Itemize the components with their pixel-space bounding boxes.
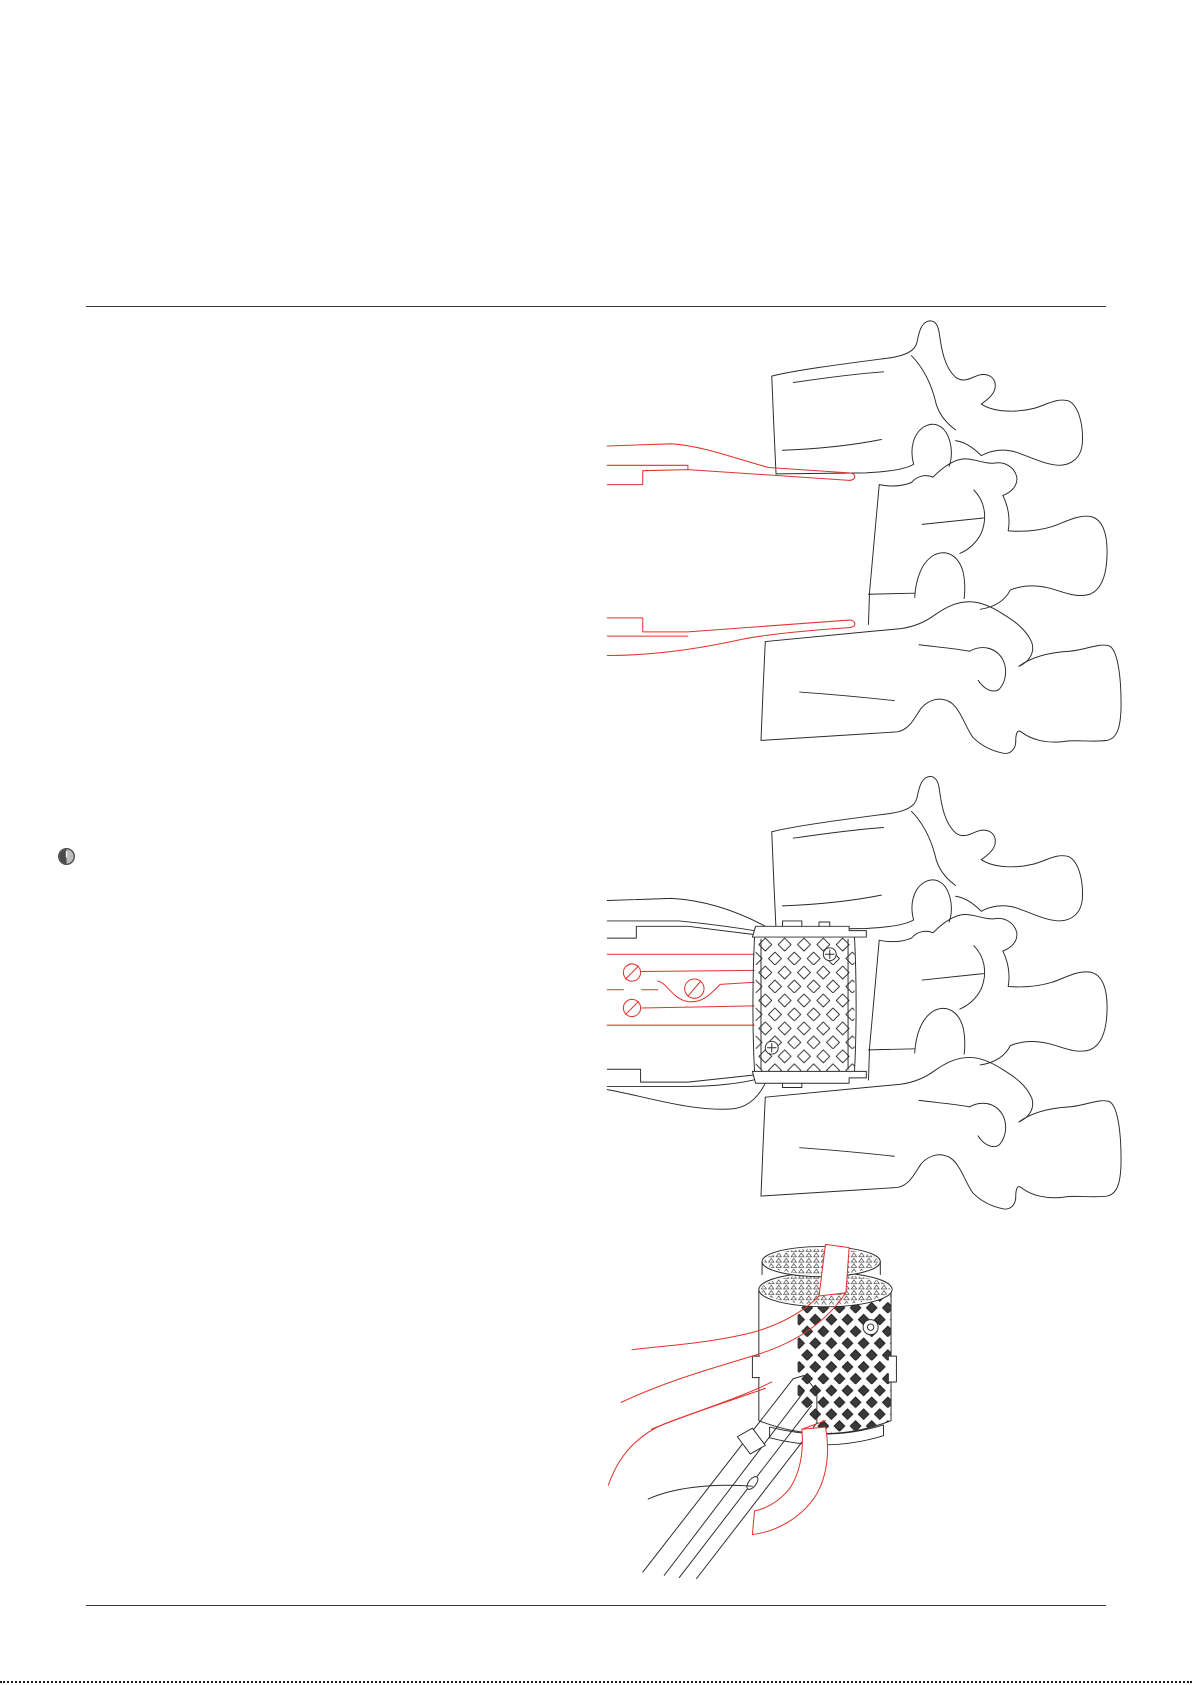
shaft-line-1 xyxy=(643,1379,793,1572)
cage-bottom-endcap xyxy=(752,1071,866,1083)
red-notch-curve xyxy=(658,981,755,1002)
cage-closeup xyxy=(752,1247,896,1445)
lower-jaw-outer xyxy=(607,1083,765,1109)
upper-jaw-outer xyxy=(607,898,765,926)
red-rail-upper-inner xyxy=(642,970,755,971)
cage-set-screw-lower xyxy=(765,1041,778,1054)
inserter-instrument xyxy=(607,898,765,1109)
locking-screw-center-slot xyxy=(688,981,701,996)
cage-body-background xyxy=(755,937,855,1071)
shaft-head xyxy=(793,1376,817,1423)
inserter-shaft xyxy=(643,1376,817,1579)
inserter-tip-red xyxy=(752,1421,827,1535)
closeup-cage-body xyxy=(759,1290,891,1434)
cage-bottom-tab xyxy=(782,1083,801,1087)
locking-screw-upper-slot xyxy=(626,966,639,979)
locking-screw-lower-slot xyxy=(626,1002,639,1015)
red-u-clip xyxy=(752,1427,827,1534)
cage-set-screw-upper xyxy=(823,948,836,961)
shaft-line-2 xyxy=(664,1392,804,1576)
closeup-lower-endcap-teeth xyxy=(761,1274,890,1304)
closeup-lower-endcap xyxy=(759,1272,892,1306)
closeup-set-screw-socket xyxy=(867,1324,873,1330)
closeup-cage-left-knob xyxy=(752,1356,760,1377)
half-circle-icon xyxy=(57,847,76,866)
lower-blade-inner xyxy=(607,618,849,632)
closeup-cage-right-knob xyxy=(889,1356,897,1382)
cage-top-endcap xyxy=(752,926,866,937)
spine-figure-2 xyxy=(761,777,1121,1210)
inserter-locking-mechanism xyxy=(607,954,754,1025)
header-rule xyxy=(86,306,1106,307)
closeup-endcap-rim xyxy=(762,1262,880,1275)
upper-blade-outer xyxy=(607,444,849,473)
upper-blade-shaft xyxy=(607,465,688,469)
closeup-set-screw xyxy=(863,1320,878,1335)
cage-set-screw-lower-socket xyxy=(767,1043,776,1052)
locking-screw-upper xyxy=(623,964,640,981)
figure-cage-insertion xyxy=(607,777,1121,1210)
upper-blade-inner xyxy=(607,470,849,485)
locking-screw-lower xyxy=(623,999,640,1016)
shaft-line-3 xyxy=(679,1406,811,1578)
cage-set-screw-upper-socket xyxy=(825,950,834,959)
upper-blade-tip xyxy=(849,473,855,481)
footer-rule xyxy=(86,1605,1106,1606)
page-bottom-edge xyxy=(0,1681,1192,1683)
spine-figure-1 xyxy=(761,321,1121,754)
closeup-top-endcap xyxy=(762,1247,880,1277)
cage-left-edge xyxy=(753,937,755,1071)
half-circle-icon-graphic xyxy=(57,847,76,866)
cage-right-edge xyxy=(854,937,856,1071)
upper-jaw-inner xyxy=(607,921,761,932)
strap-arm-middle xyxy=(621,1293,846,1403)
lower-blade-tip xyxy=(849,620,855,628)
distractor-instrument xyxy=(607,444,854,656)
figure-distraction xyxy=(607,321,1121,754)
cage-mesh xyxy=(755,937,855,1071)
handle-curve xyxy=(648,1485,752,1499)
lower-blade-outer xyxy=(607,628,849,656)
closeup-top-endcap-teeth xyxy=(764,1249,878,1275)
mesh-cage-implant xyxy=(752,921,866,1088)
strap-over-top xyxy=(819,1244,849,1296)
shaft-line-4 xyxy=(696,1423,816,1579)
strap-arm-lower xyxy=(608,1382,771,1485)
locking-screw-center xyxy=(685,979,704,998)
cage-top-tab xyxy=(782,921,829,926)
closeup-cage-mesh xyxy=(759,1290,891,1440)
figure-cage-closeup xyxy=(608,1244,896,1578)
shaft-hole xyxy=(745,1475,760,1491)
lower-jaw-inner xyxy=(607,1079,757,1087)
lower-jaw-step xyxy=(607,1069,757,1082)
red-rail-lower-inner xyxy=(642,1006,755,1008)
red-u-clip-edge xyxy=(802,1421,826,1430)
upper-jaw-step xyxy=(607,926,756,938)
shaft-slot xyxy=(737,1428,765,1454)
strap-arm-inner xyxy=(651,1388,765,1429)
closeup-cage-base-ring xyxy=(770,1425,884,1445)
strap-arm-upper xyxy=(632,1296,819,1350)
cage-holder-strap-red xyxy=(608,1244,849,1485)
